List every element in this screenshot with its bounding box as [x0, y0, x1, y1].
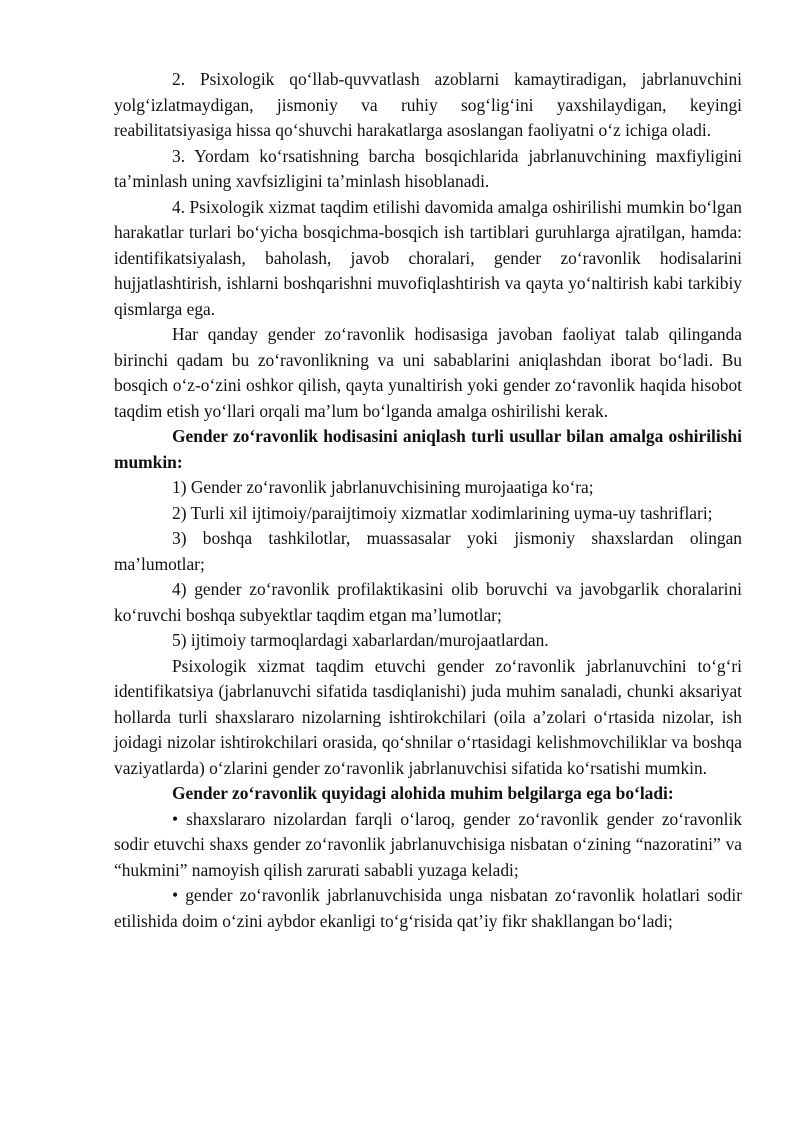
document-page	[114, 67, 742, 934]
list-item-method-4: 4) gender zo‘ravonlik profilaktikasini olib boruvchi va javobgarlik choralarini ko‘ruvchi boshqa subyektlar taqdim etgan ma’lumotlar;	[114, 579, 742, 625]
list-item-method-2: 2) Turli xil ijtimoiy/paraijtimoiy xizmatlar xodimlarining uyma-uy tashriflari;	[172, 502, 713, 523]
paragraph-identification-importance: Psixologik xizmat taqdim etuvchi gender zo‘ravonlik jabrlanuvchini to‘g‘ri identifikatsiya (jabrlanuvchi sifatida tasdiqlanishi) juda muhim sanaladi, chunki aksariyat hollarda turli shaxslararo nizolarning ishtirokchilari (oila a’zolari o‘rtasida nizolar, ish joidagi nizolar ishtirokchilari orasida, qo‘shnilar o‘rtasidagi kelishmovchiliklar va boshqa vaziyatlarda) o‘zlarini gender zo‘ravonlik jabrlanuvchisi sifatida ko‘rsatishi mumkin.	[114, 655, 742, 778]
paragraph-item-3: 3. Yordam ko‘rsatishning barcha bosqichlarida jabrlanuvchining maxfiyligini ta’minlash uning xavfsizligini ta’minlash hisoblanadi.	[114, 145, 742, 191]
bullet-item-control: • shaxslararo nizolardan farqli o‘laroq, gender zo‘ravonlik gender zo‘ravonlik sodir etuvchi shaxs gender zo‘ravonlik jabrlanuvchisiga nisbatan o‘zining “nazoratini” va “hukmini” namoyish qilish zarurati sababli yuzaga keladi;	[114, 808, 742, 880]
paragraph-item-2: 2. Psixologik qo‘llab-quvvatlash azoblarni kamaytiradigan, jabrlanuvchini yolg‘izlatmaydigan, jismoniy va ruhiy sog‘lig‘ini yaxshilaydigan, keyingi reabilitatsiyasiga hissa qo‘shuvchi harakatlarga asoslangan faoliyatni o‘z ichiga oladi.	[114, 69, 742, 140]
paragraph-first-step: Har qanday gender zo‘ravonlik hodisasiga javoban faoliyat talab qilinganda birinchi qadam bu zo‘ravonlikning va uni sabablarini aniqlashdan iborat bo‘ladi. Bu bosqich o‘z-o‘zini oshkor qilish, qayta yunaltirish yoki gender zo‘ravonlik haqida hisobot taqdim etish yo‘llari orqali ma’lum bo‘lganda amalga oshirilishi kerak.	[114, 324, 742, 421]
list-item-method-1: 1) Gender zo‘ravonlik jabrlanuvchisining murojaatiga ko‘ra;	[172, 477, 594, 497]
heading-distinctive-features: Gender zo‘ravonlik quyidagi alohida muhim belgilarga ega bo‘ladi:	[172, 783, 674, 803]
list-item-method-3: 3) boshqa tashkilotlar, muassasalar yoki jismoniy shaxslardan olingan ma’lumotlar;	[114, 528, 742, 574]
paragraph-item-4: 4. Psixologik xizmat taqdim etilishi davomida amalga oshirilishi mumkin bo‘lgan harakatlar turlari bo‘yicha bosqichma-bosqich ish tartiblari guruhlarga ajratilgan, hamda: identifikatsiyalash, baholash, javob choralari, gender zo‘ravonlik hodisalarini hujjatlashtirish, ishlarni boshqarishni muvofiqlashtirish va qayta yo‘naltirish kabi tarkibiy qismlarga ega.	[114, 196, 742, 319]
bullet-item-guilt: • gender zo‘ravonlik jabrlanuvchisida unga nisbatan zo‘ravonlik holatlari sodir etilishida doim o‘zini aybdor ekanligi to‘g‘risida qat’iy fikr shakllangan bo‘ladi;	[114, 885, 742, 931]
list-item-method-5: 5) ijtimoiy tarmoqlardagi xabarlardan/murojaatlardan.	[172, 630, 549, 650]
heading-identification-methods: Gender zo‘ravonlik hodisasini aniqlash turli usullar bilan amalga oshirilishi mumkin:	[114, 426, 742, 472]
